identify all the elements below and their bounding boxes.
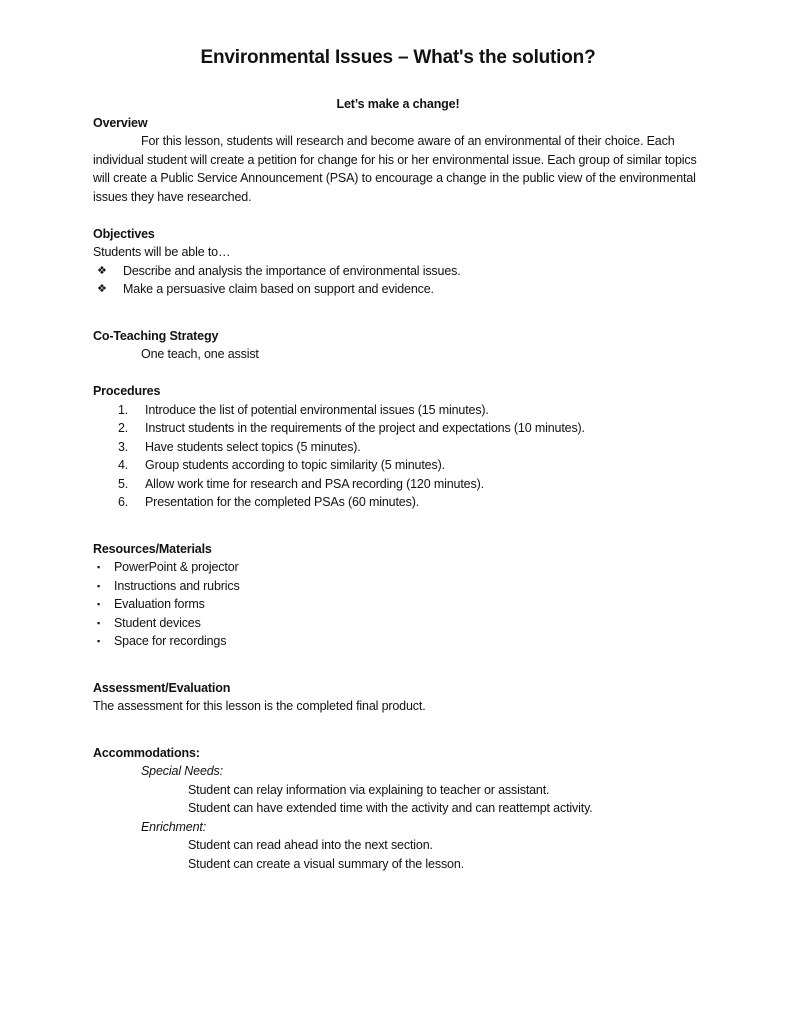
procedure-step — [93, 456, 703, 475]
step-number: 5. — [118, 476, 129, 491]
step-number: 2. — [118, 421, 129, 435]
square-bullet-icon: ▪ — [97, 580, 101, 591]
step-text: Have students select topics (5 minutes). — [145, 439, 361, 454]
spacer — [93, 206, 703, 225]
square-bullet-icon: ▪ — [97, 636, 101, 646]
enrichment-item: Student can read ahead into the next section. — [188, 838, 433, 852]
assessment-heading: Assessment/Evaluation — [93, 680, 231, 695]
spacer — [93, 512, 703, 540]
step-text: Allow work time for research and PSA recording (120 minutes). — [145, 476, 484, 491]
resource-text: Evaluation forms — [114, 597, 205, 611]
resource-item — [93, 614, 703, 633]
procedure-step — [93, 438, 703, 457]
objectives-intro: Students will be able to… — [93, 245, 231, 259]
enrichment-item: Student can create a visual summary of the lesson. — [188, 856, 464, 871]
step-text: Group students according to topic similarity (5 minutes). — [145, 458, 445, 472]
special-needs-item: Student can have extended time with the activity and can reattempt activity. — [188, 801, 593, 815]
procedures-list — [93, 401, 703, 512]
spacer — [93, 651, 703, 679]
objective-item — [93, 262, 703, 281]
diamond-bullet-icon: ❖ — [97, 264, 107, 277]
objectives-heading: Objectives — [93, 226, 155, 241]
co-teaching-text: One teach, one assist — [141, 347, 259, 361]
procedure-step — [93, 401, 703, 420]
square-bullet-icon: ▪ — [97, 562, 101, 572]
procedure-step — [93, 493, 703, 512]
square-bullet-icon: ▪ — [97, 599, 101, 609]
procedures-heading: Procedures — [93, 384, 161, 398]
square-bullet-icon: ▪ — [97, 617, 101, 628]
special-needs-label: Special Needs: — [141, 764, 223, 778]
objective-text: Describe and analysis the importance of environmental issues. — [123, 263, 461, 278]
co-teaching-heading: Co-Teaching Strategy — [93, 328, 219, 343]
document-subtitle: Let’s make a change! — [336, 97, 460, 111]
objectives-list — [93, 262, 703, 299]
objective-text: Make a persuasive claim based on support and evidence. — [123, 282, 434, 296]
overview-paragraph: For this lesson, students will research and become aware of an environmental of their choice. Each individual student will create a petition for change for his or her environmental issue. Each group of similar topics will create a Public Service Announcement (PSA) to encourage a change in the public view of the environmental issues they have researched. — [93, 134, 697, 204]
step-text: Instruct students in the requirements of the project and expectations (10 minutes). — [145, 421, 585, 435]
overview-heading: Overview — [93, 115, 148, 130]
assessment-text: The assessment for this lesson is the completed final product. — [93, 699, 426, 713]
enrichment-label: Enrichment: — [141, 819, 207, 834]
step-text: Presentation for the completed PSAs (60 minutes). — [145, 495, 420, 509]
objective-item — [93, 280, 703, 299]
resource-item — [93, 558, 703, 577]
document-title: Environmental Issues – What's the solution? — [200, 47, 596, 68]
step-number: 4. — [118, 458, 129, 472]
step-number: 6. — [118, 495, 129, 509]
resource-item — [93, 577, 703, 596]
spacer — [93, 299, 703, 327]
diamond-bullet-icon: ❖ — [97, 283, 107, 295]
resource-text: Student devices — [114, 615, 201, 630]
resource-text: Instructions and rubrics — [114, 578, 240, 593]
accommodations-heading: Accommodations: — [93, 745, 200, 760]
special-needs-item: Student can relay information via explaining to teacher or assistant. — [188, 782, 550, 797]
procedure-step — [93, 475, 703, 494]
resources-heading: Resources/Materials — [93, 541, 212, 556]
step-number: 1. — [118, 402, 129, 417]
resource-item — [93, 632, 703, 651]
spacer — [93, 364, 703, 383]
step-number: 3. — [118, 439, 129, 454]
procedure-step — [93, 419, 703, 438]
resource-text: Space for recordings — [114, 634, 227, 648]
resource-text: PowerPoint & projector — [114, 560, 239, 574]
resource-item — [93, 595, 703, 614]
step-text: Introduce the list of potential environmental issues (15 minutes). — [145, 402, 489, 417]
resources-list — [93, 558, 703, 651]
spacer — [93, 716, 703, 744]
